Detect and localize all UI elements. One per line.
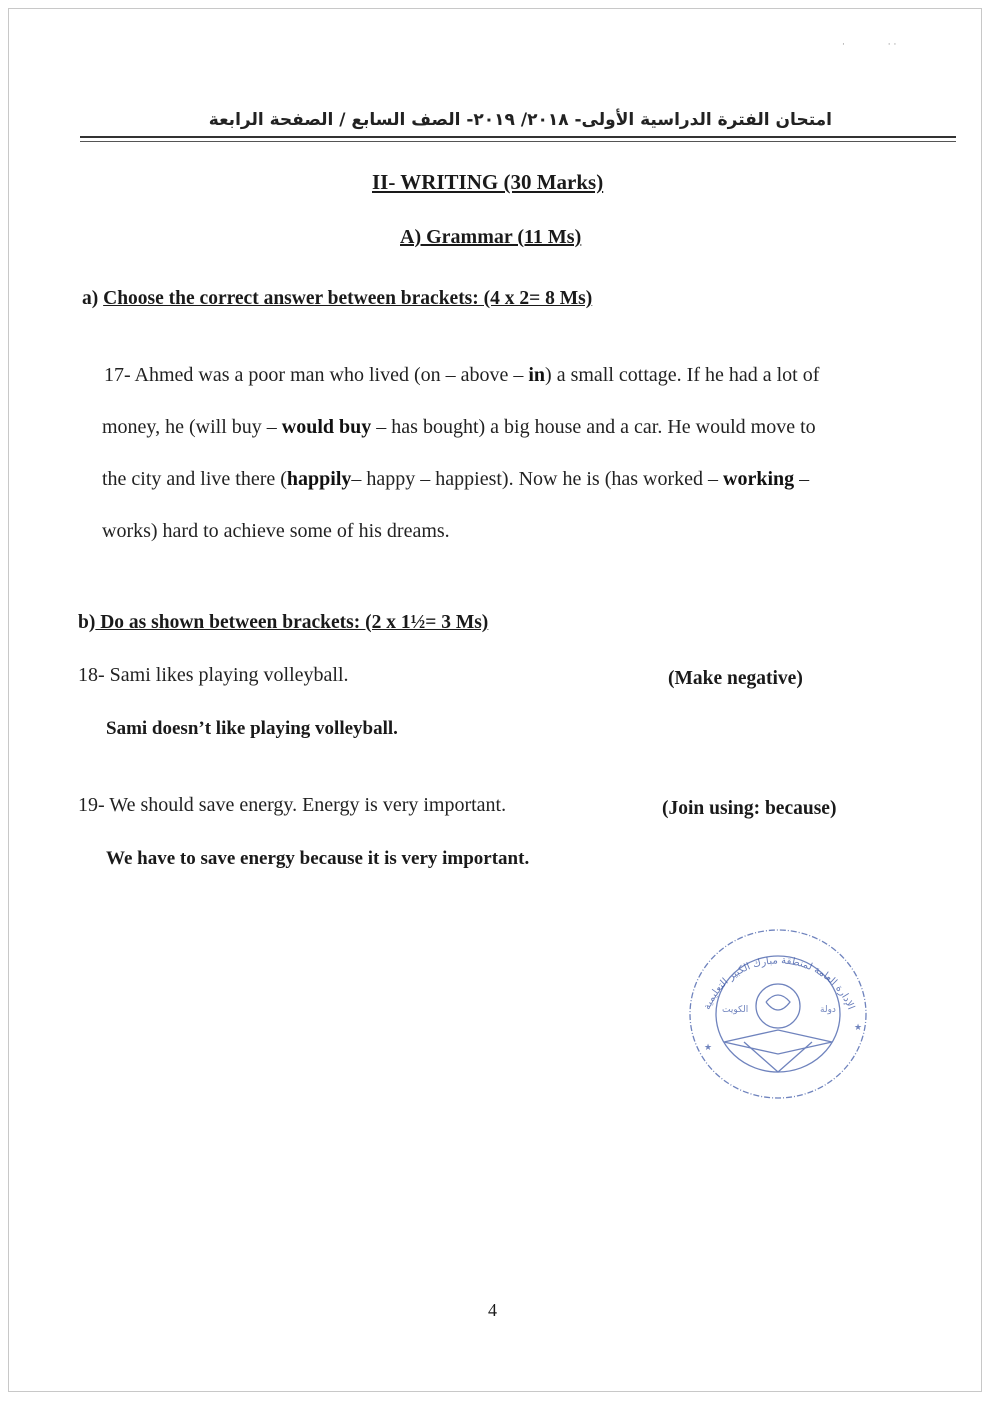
q17-text: – has bought) a big house and a car. He would move to [371, 416, 816, 438]
q17-answer-working: working [723, 468, 795, 490]
q19-answer: We have to save energy because it is very important. [106, 848, 530, 869]
q18-instruction: (Make negative) [668, 668, 803, 689]
q18-answer: Sami doesn’t like playing volleyball. [106, 718, 398, 739]
section-title: II- WRITING (30 Marks) [372, 170, 604, 194]
page-border [8, 8, 982, 1392]
page-number: 4 [488, 1300, 497, 1320]
q17-text: – [794, 468, 810, 490]
q17-line-4: works) hard to achieve some of his dreams. [102, 520, 450, 542]
header-rule [80, 136, 956, 138]
part-b-heading [78, 612, 488, 634]
q17-text: 17- Ahmed was a poor man who lived (on – above – [104, 364, 529, 386]
svg-text:الكويت: الكويت [722, 1005, 749, 1015]
part-b-instruction: Do as shown between brackets: (2 x 1½= 3 Ms) [95, 612, 489, 633]
q17-line-3 [102, 468, 809, 491]
q17-text: – happy – happiest). Now he is (has worked – [351, 468, 723, 490]
part-a-heading [82, 288, 592, 310]
q19-question: 19- We should save energy. Energy is very important. [78, 794, 507, 816]
official-stamp [684, 922, 874, 1104]
q19-instruction: (Join using: because) [662, 798, 837, 819]
q17-line-1 [104, 364, 819, 387]
page-header-arabic: امتحان الفترة الدراسية الأولى- ٢٠١٨/ ٢٠١٩- الصف السابع / الصفحة الرابعة [208, 110, 832, 130]
part-a-label: a) [82, 288, 99, 309]
q17-line-2 [102, 416, 816, 439]
q17-answer-would-buy: would buy [281, 416, 372, 438]
svg-text:★: ★ [704, 1043, 713, 1053]
part-b-label: b) [78, 612, 96, 633]
q18-question: 18- Sami likes playing volleyball. [78, 664, 349, 686]
q17-text: ) a small cottage. If he had a lot of [545, 364, 820, 386]
q17-text: money, he (will buy – [102, 416, 282, 438]
part-a-instruction: Choose the correct answer between brackets: (4 x 2= 8 Ms) [103, 288, 593, 309]
svg-text:★: ★ [854, 1023, 863, 1033]
q17-answer-in: in [528, 364, 546, 386]
stamp-text: الإدارة العامة لمنطقة مبارك الكبير التعليمية [701, 955, 857, 1012]
header-rule-thin [80, 141, 956, 142]
svg-text:دولة: دولة [820, 1005, 836, 1015]
q17-answer-happily: happily [286, 468, 352, 490]
q17-text: the city and live there ( [102, 468, 287, 490]
scan-marks: · · · [842, 40, 897, 50]
section-subtitle: A) Grammar (11 Ms) [400, 226, 582, 248]
